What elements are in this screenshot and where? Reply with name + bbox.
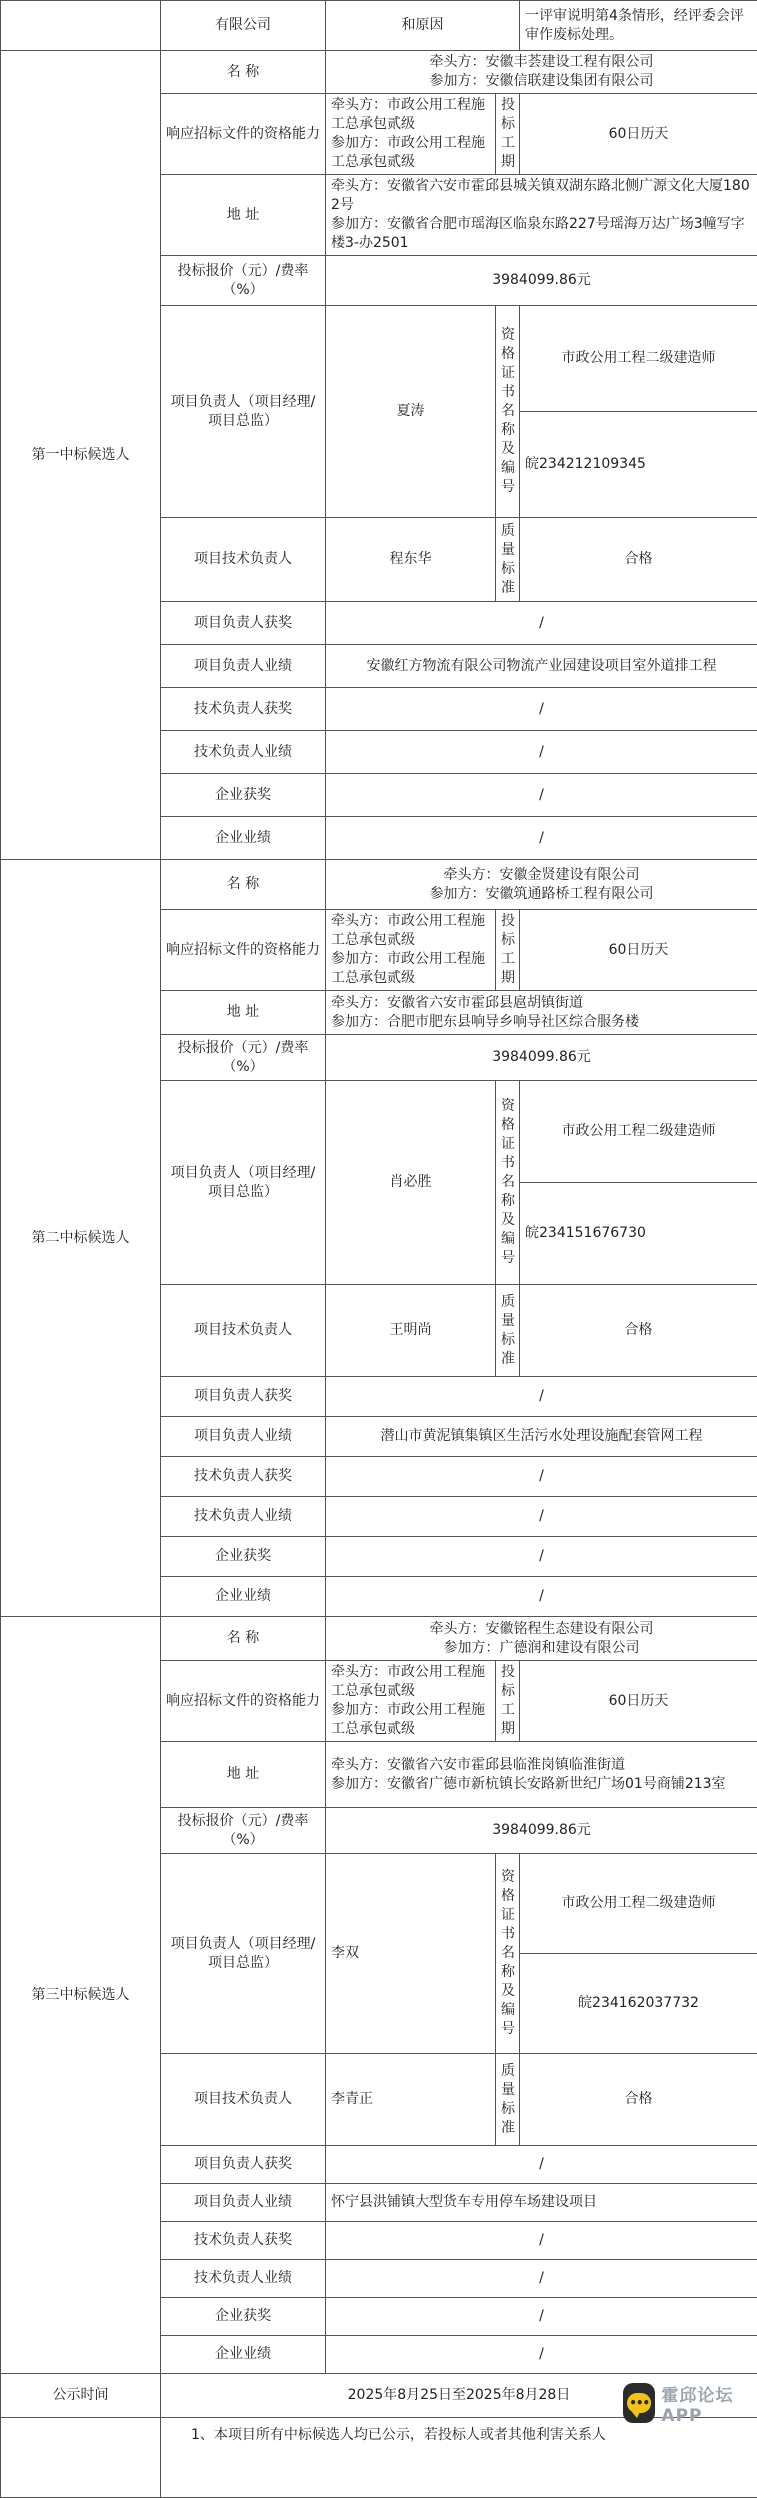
top-remark-cell: 一评审说明第4条情形，经评委会评审作废标处理。 (520, 1, 757, 51)
c3-tech-label: 项目技术负责人 (161, 2054, 326, 2146)
c3-manager-perf-value: 怀宁县洪铺镇大型货车专用停车场建设项目 (326, 2184, 757, 2222)
publicity-value: 2025年8月25日至2025年8月28日 (161, 2374, 757, 2418)
c3-company-perf-label: 企业业绩 (161, 2336, 326, 2374)
c1-manager-label: 项目负责人（项目经理/项目总监） (161, 306, 326, 518)
c2-manager-perf-value: 潜山市黄泥镇集镇区生活污水处理设施配套管网工程 (326, 1417, 757, 1457)
publicity-label: 公示时间 (1, 2374, 161, 2418)
c1-name-value: 牵头方：安徽丰荟建设工程有限公司 参加方：安徽信联建设集团有限公司 (326, 51, 757, 94)
top-name-cell: 有限公司 (161, 1, 326, 51)
c1-manager-award-label: 项目负责人获奖 (161, 602, 326, 645)
c2-tech-award-label: 技术负责人获奖 (161, 1457, 326, 1497)
c3-manager-award-value: / (326, 2146, 757, 2184)
c1-price-value: 3984099.86元 (326, 256, 757, 306)
c3-qualification-label: 响应招标文件的资格能力 (161, 1661, 326, 1742)
c3-cert-number: 皖234162037732 (520, 1954, 757, 2054)
c2-quality-value: 合格 (520, 1285, 757, 1377)
c1-manager-perf-label: 项目负责人业绩 (161, 645, 326, 688)
c3-cert-name: 市政公用工程二级建造师 (520, 1854, 757, 1954)
c3-name-value: 牵头方：安徽铭程生态建设有限公司 参加方：广德润和建设有限公司 (326, 1617, 757, 1661)
c3-address-label: 地 址 (161, 1742, 326, 1808)
c1-address-value: 牵头方：安徽省六安市霍邱县城关镇双湖东路北侧广源文化大厦1802号 参加方：安徽省合肥市瑶海区临泉东路227号瑶海万达广场3幢写字楼3-办2501 (326, 175, 757, 256)
table-row-top-partial (1, 1, 757, 51)
c2-address-value: 牵头方：安徽省六安市霍邱县扈胡镇街道 参加方：合肥市肥东县响导乡响导社区综合服务楼 (326, 991, 757, 1035)
c3-manager-perf-label: 项目负责人业绩 (161, 2184, 326, 2222)
c3-company-award-value: / (326, 2298, 757, 2336)
c3-address-value: 牵头方：安徽省六安市霍邱县临淮岗镇临淮街道 参加方：安徽省广德市新杭镇长安路新世纪广场01号商铺213室 (326, 1742, 757, 1808)
c1-quality-value: 合格 (520, 518, 757, 602)
c3-cert-label: 资格证书名称及编号 (496, 1854, 520, 2054)
c2-manager-award-value: / (326, 1377, 757, 1417)
c2-tech-perf-label: 技术负责人业绩 (161, 1497, 326, 1537)
c1-manager-perf-value: 安徽红方物流有限公司物流产业园建设项目室外道排工程 (326, 645, 757, 688)
notice-row (1, 2418, 757, 2498)
c1-address-label: 地 址 (161, 175, 326, 256)
c2-tech-label: 项目技术负责人 (161, 1285, 326, 1377)
c1-tech-award-label: 技术负责人获奖 (161, 688, 326, 731)
c3-company-perf-value: / (326, 2336, 757, 2374)
c3-tech-value: 李青正 (326, 2054, 496, 2146)
c2-company-award-value: / (326, 1537, 757, 1577)
c1-company-perf-value: / (326, 817, 757, 860)
candidate-1-title: 第一中标候选人 (1, 51, 161, 860)
c1-company-perf-label: 企业业绩 (161, 817, 326, 860)
c2-cert-label: 资格证书名称及编号 (496, 1081, 520, 1285)
c3-row-name (1, 1617, 757, 1661)
c1-name-label: 名 称 (161, 51, 326, 94)
c2-manager-award-label: 项目负责人获奖 (161, 1377, 326, 1417)
c2-name-label: 名 称 (161, 860, 326, 910)
c1-price-label: 投标报价（元）/费率（%） (161, 256, 326, 306)
candidate-3-title: 第三中标候选人 (1, 1617, 161, 2374)
c2-quality-label: 质量标准 (496, 1285, 520, 1377)
c3-price-value: 3984099.86元 (326, 1808, 757, 1854)
c3-manager-award-label: 项目负责人获奖 (161, 2146, 326, 2184)
c1-qualification-value: 牵头方：市政公用工程施工总承包贰级 参加方：市政公用工程施工总承包贰级 (326, 94, 496, 175)
c1-tech-value: 程东华 (326, 518, 496, 602)
c2-company-perf-label: 企业业绩 (161, 1577, 326, 1617)
c1-tech-label: 项目技术负责人 (161, 518, 326, 602)
c2-period-label: 投标工期 (496, 910, 520, 991)
c2-qualification-label: 响应招标文件的资格能力 (161, 910, 326, 991)
c3-tech-award-label: 技术负责人获奖 (161, 2222, 326, 2260)
notice-label-cell (1, 2418, 161, 2498)
c3-qualification-value: 牵头方：市政公用工程施工总承包贰级 参加方：市政公用工程施工总承包贰级 (326, 1661, 496, 1742)
c3-period-label: 投标工期 (496, 1661, 520, 1742)
c1-row-name (1, 51, 757, 94)
c1-qualification-label: 响应招标文件的资格能力 (161, 94, 326, 175)
c1-period-value: 60日历天 (520, 94, 757, 175)
c3-tech-perf-label: 技术负责人业绩 (161, 2260, 326, 2298)
c2-company-award-label: 企业获奖 (161, 1537, 326, 1577)
c2-company-perf-value: / (326, 1577, 757, 1617)
c1-manager-award-value: / (326, 602, 757, 645)
c3-price-label: 投标报价（元）/费率（%） (161, 1808, 326, 1854)
chat-bubble-icon: ••• (623, 2383, 655, 2423)
c2-cert-number: 皖234151676730 (520, 1183, 757, 1285)
app-watermark-label: 霍邱论坛APP (661, 2381, 753, 2426)
c1-tech-perf-label: 技术负责人业绩 (161, 731, 326, 774)
c1-period-label: 投标工期 (496, 94, 520, 175)
top-reason-cell: 和原因 (326, 1, 520, 51)
c1-cert-name: 市政公用工程二级建造师 (520, 306, 757, 412)
c1-company-award-value: / (326, 774, 757, 817)
c2-address-label: 地 址 (161, 991, 326, 1035)
c3-tech-perf-value: / (326, 2260, 757, 2298)
c2-price-label: 投标报价（元）/费率（%） (161, 1035, 326, 1081)
c3-tech-award-value: / (326, 2222, 757, 2260)
c3-name-label: 名 称 (161, 1617, 326, 1661)
c2-qualification-value: 牵头方：市政公用工程施工总承包贰级 参加方：市政公用工程施工总承包贰级 (326, 910, 496, 991)
c2-tech-award-value: / (326, 1457, 757, 1497)
c1-tech-perf-value: / (326, 731, 757, 774)
c2-tech-perf-value: / (326, 1497, 757, 1537)
candidate-2-title: 第二中标候选人 (1, 860, 161, 1617)
c2-manager-value: 肖必胜 (326, 1081, 496, 1285)
c1-cert-number: 皖234212109345 (520, 412, 757, 518)
c3-quality-value: 合格 (520, 2054, 757, 2146)
c2-row-name (1, 860, 757, 910)
c3-quality-label: 质量标准 (496, 2054, 520, 2146)
c2-manager-perf-label: 项目负责人业绩 (161, 1417, 326, 1457)
c2-name-value: 牵头方：安徽金贤建设有限公司 参加方：安徽筑通路桥工程有限公司 (326, 860, 757, 910)
c1-company-award-label: 企业获奖 (161, 774, 326, 817)
c2-period-value: 60日历天 (520, 910, 757, 991)
c3-manager-label: 项目负责人（项目经理/项目总监） (161, 1854, 326, 2054)
c3-manager-value: 李双 (326, 1854, 496, 2054)
notice-text: 1、本项目所有中标候选人均已公示，若投标人或者其他利害关系人 (161, 2418, 757, 2498)
app-watermark (623, 2380, 753, 2426)
c1-cert-label: 资格证书名称及编号 (496, 306, 520, 518)
c1-tech-award-value: / (326, 688, 757, 731)
c2-tech-value: 王明尚 (326, 1285, 496, 1377)
c3-period-value: 60日历天 (520, 1661, 757, 1742)
c1-quality-label: 质量标准 (496, 518, 520, 602)
c2-manager-label: 项目负责人（项目经理/项目总监） (161, 1081, 326, 1285)
c1-manager-value: 夏涛 (326, 306, 496, 518)
c3-company-award-label: 企业获奖 (161, 2298, 326, 2336)
c2-cert-name: 市政公用工程二级建造师 (520, 1081, 757, 1183)
c2-price-value: 3984099.86元 (326, 1035, 757, 1081)
